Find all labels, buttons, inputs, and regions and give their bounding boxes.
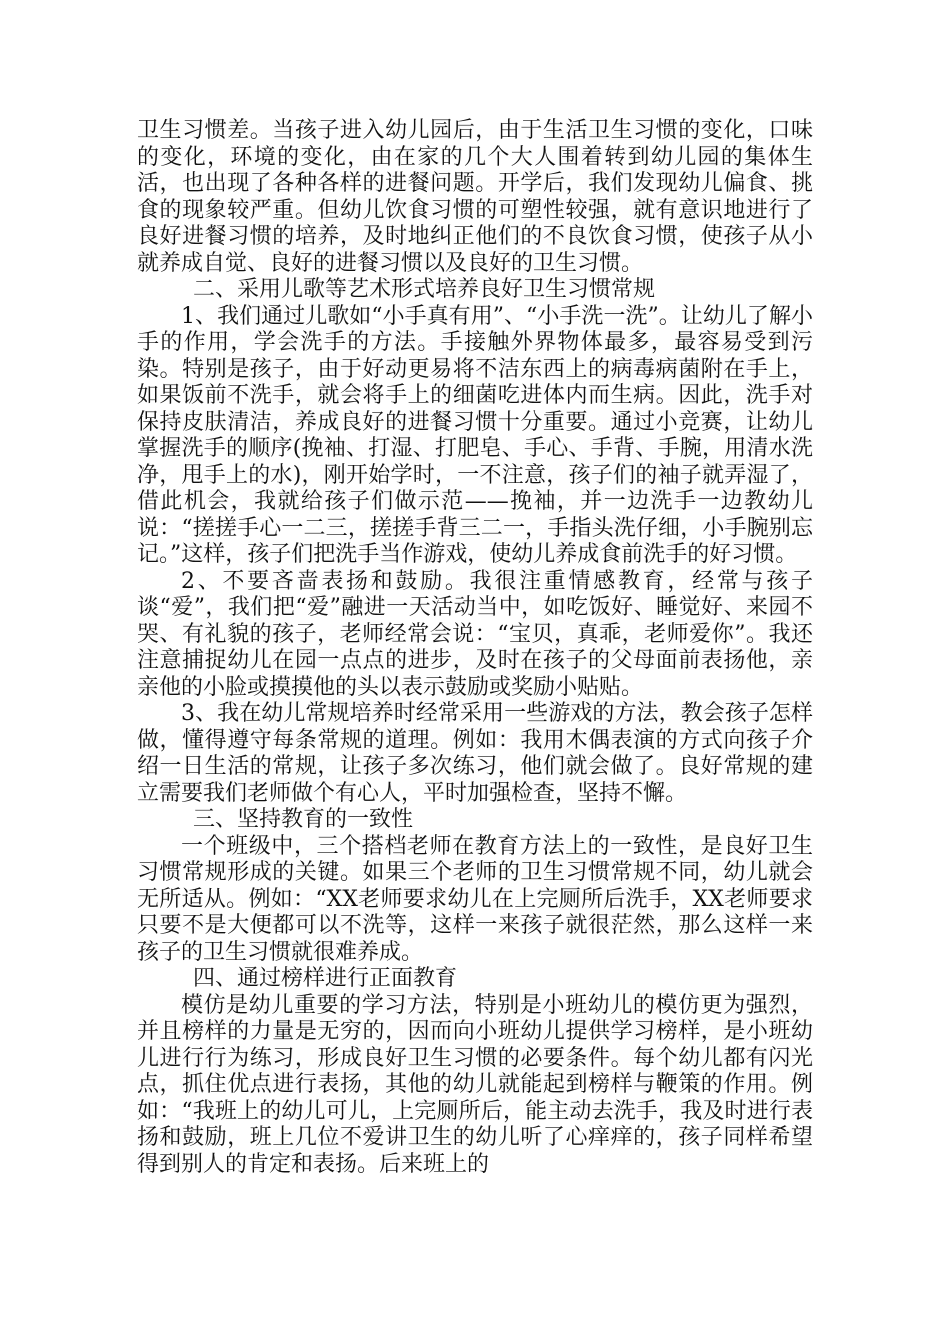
section-heading-2: 二、采用儿歌等艺术形式培养良好卫生习惯常规 — [193, 277, 656, 302]
paragraph-4: 模仿是幼儿重要的学习方法，特别是小班幼儿的模仿更为强烈，并且榜样的力量是无穷的，因而向小班幼儿提供学习榜样，是小班幼儿进行行为练习，形成良好卫生习惯的必要条件。每个幼儿都有闪光点，抓住优点进行表扬，其他的幼儿就能起到榜样与鞭策的作用。例如：“我班上的幼儿可儿，上完厕所后，能主动去洗手，我及时进行表扬和鼓励，班上几位不爱讲卫生的幼儿听了心痒痒的，孩子同样希望得到别人的肯定和表扬。后来班上的 — [137, 992, 813, 1177]
paragraph-3: 一个班级中，三个搭档老师在教育方法上的一致性，是良好卫生习惯常规形成的关键。如果三个老师的卫生习惯常规不同，幼儿就会无所适从。例如：“XX老师要求幼儿在上完厕所后洗手，XX老师要求只要不是大便都可以不洗等，这样一来孩子就很茫然，那么这样一来孩子的卫生习惯就很难养成。 — [137, 833, 813, 965]
paragraph-2-1: 1、我们通过儿歌如“小手真有用”、“小手洗一洗”。让幼儿了解小手的作用，学会洗手的方法。手接触外界物体最多，最容易受到污染。特别是孩子，由于好动更易将不洁东西上的病毒病菌附在手上，如果饭前不洗手，就会将手上的细菌吃进体内而生病。因此，洗手对保持皮肤清洁，养成良好的进餐习惯十分重要。通过小竞赛，让幼儿掌握洗手的顺序(挽袖、打湿、打肥皂、手心、手背、手腕，用清水洗净，甩手上的水)，刚开始学时，一不注意，孩子们的袖子就弄湿了，借此机会，我就给孩子们做示范——挽袖，并一边洗手一边教幼儿说：“搓搓手心一二三，搓搓手背三二一，手指头洗仔细，小手腕别忘记。”这样，孩子们把洗手当作游戏，使幼儿养成食前洗手的好习惯。 — [137, 303, 813, 567]
paragraph-intro: 卫生习惯差。当孩子进入幼儿园后，由于生活卫生习惯的变化，口味的变化，环境的变化，由在家的几个大人围着转到幼儿园的集体生活，也出现了各种各样的进餐问题。开学后，我们发现幼儿偏食、挑食的现象较严重。但幼儿饮食习惯的可塑性较强，就有意识地进行了良好进餐习惯的培养，及时地纠正他们的不良饮食习惯，使孩子从小就养成自觉、良好的进餐习惯以及良好的卫生习惯。 — [137, 118, 813, 276]
document-body — [137, 118, 813, 1178]
section-heading-3: 三、坚持教育的一致性 — [193, 807, 414, 832]
paragraph-2-2: 2、不要吝啬表扬和鼓励。我很注重情感教育，经常与孩子谈“爱”，我们把“爱”融进一天活动当中，如吃饭好、睡觉好、来园不哭、有礼貌的孩子，老师经常会说：“宝贝，真乖，老师爱你”。我还注意捕捉幼儿在园一点点的进步，及时在孩子的父母面前表扬他，亲亲他的小脸或摸摸他的头以表示鼓励或奖励小贴贴。 — [137, 568, 813, 700]
section-heading-4: 四、通过榜样进行正面教育 — [193, 966, 458, 991]
paragraph-2-3: 3、我在幼儿常规培养时经常采用一些游戏的方法，教会孩子怎样做，懂得遵守每条常规的道理。例如：我用木偶表演的方式向孩子介绍一日生活的常规，让孩子多次练习，他们就会做了。良好常规的建立需要我们老师做个有心人，平时加强检查，坚持不懈。 — [137, 701, 813, 806]
